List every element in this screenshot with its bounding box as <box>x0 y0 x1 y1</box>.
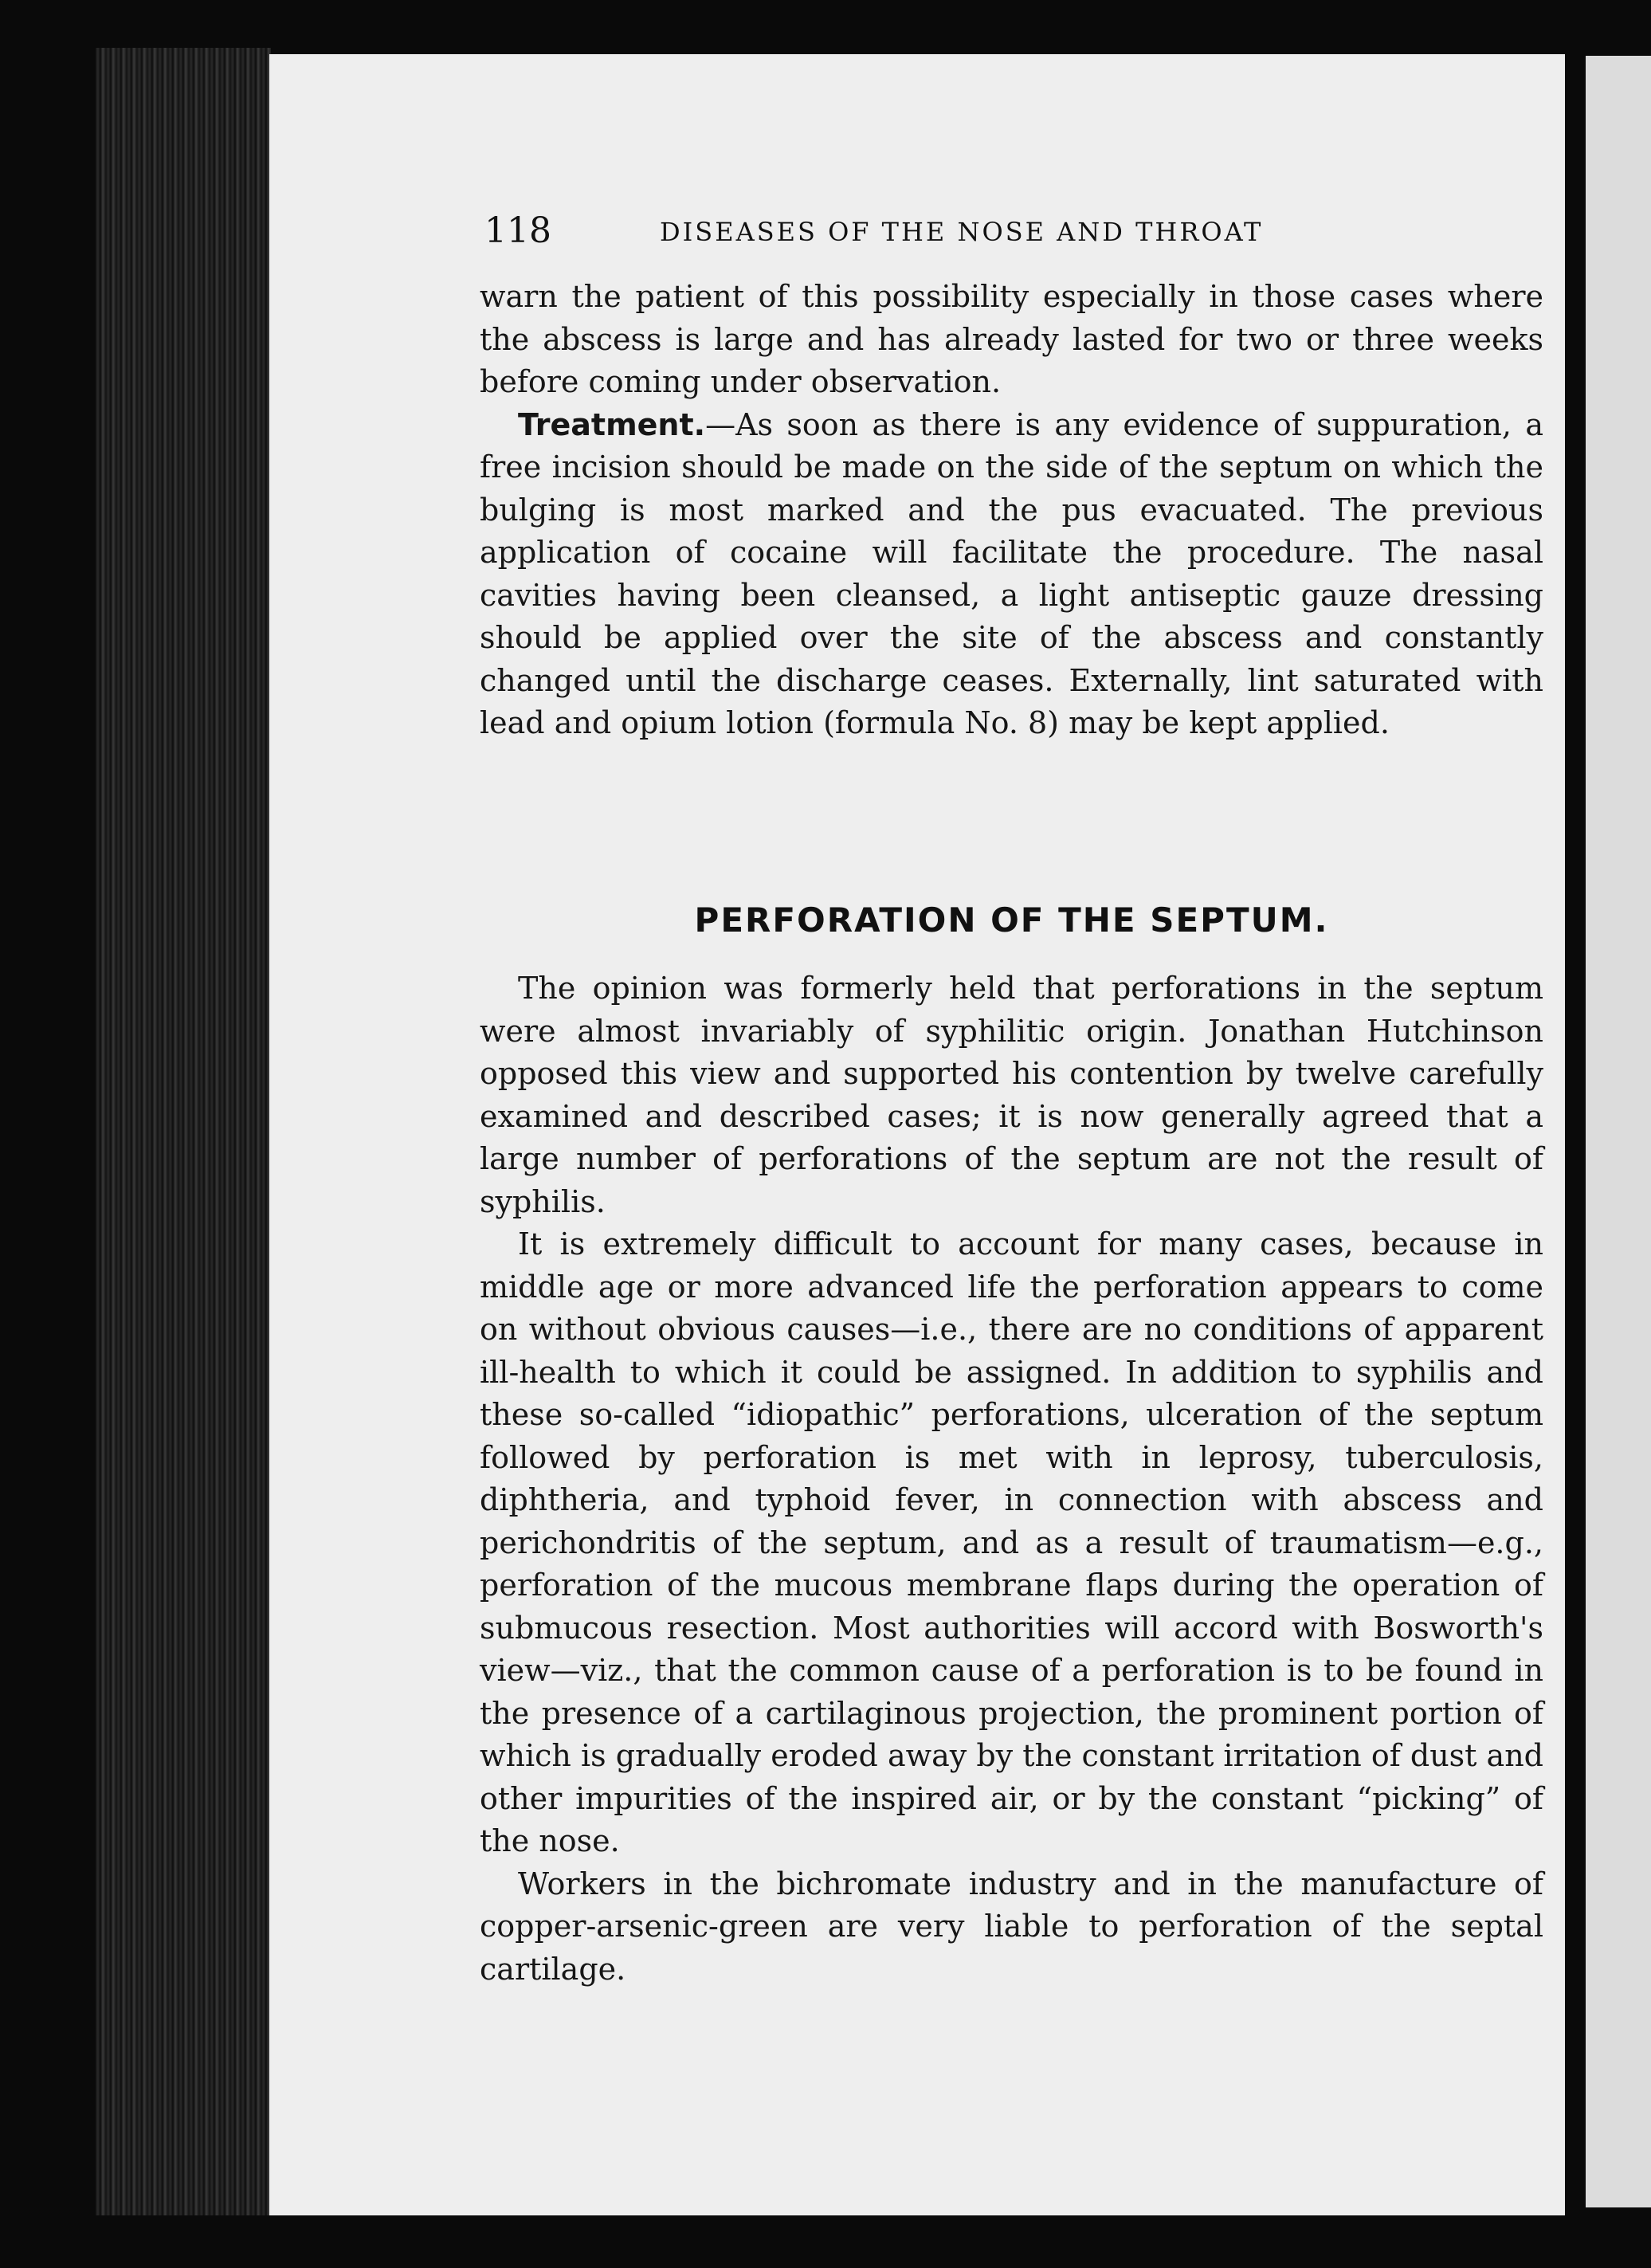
book-page <box>269 54 1565 2215</box>
book-page-edges <box>96 48 271 2215</box>
paragraph-2: It is extremely difficult to account for many cases, because in middle age or more advanced life the perforation appears to come on without obvious causes—i.e., there are no conditions of apparent ill-health to which it could be assigned. In addition to syphilis and these so-called “idiopathic” perforations, ulceration of the septum followed by perforation is met with in leprosy, tuberculosis, diphtheria, and typhoid fever, in connection with abscess and perichondritis of the septum, and as a result of traumatism—e.g., perforation of the mucous membrane flaps during the operation of submucous resection. Most authorities will accord with Bosworth's view—viz., that the common cause of a perforation is to be found in the presence of a cartilaginous projection, the prominent portion of which is gradually eroded away by the constant irritation of dust and other impurities of the inspired air, or by the constant “picking” of the nose. <box>480 1226 1543 1858</box>
paragraph-3: Workers in the bichromate industry and in the manufacture of copper-arsenic-green are very liable to perforation of the septal cartilage. <box>480 1866 1543 1987</box>
page-number: 118 <box>484 210 551 251</box>
treatment-text: —As soon as there is any evidence of suppuration, a free incision should be made on the side of the septum on which the bulging is most marked and the pus evacuated. The previous application of cocaine will facilitate the procedure. The nasal cavities having been cleansed, a light antiseptic gauze dressing should be applied over the site of the abscess and constantly changed until the discharge ceases. Externally, lint saturated with lead and opium lotion (formula No. 8) may be kept applied. <box>480 406 1543 740</box>
page-header <box>484 210 1544 266</box>
running-title: DISEASES OF THE NOSE AND THROAT <box>660 217 1264 247</box>
facing-page-edge <box>1586 56 1651 2207</box>
paragraph-1: The opinion was formerly held that perforations in the septum were almost invariably of syphilitic origin. Jonathan Hutchinson opposed this view and supported his contention by twelve carefully examined and described cases; it is now generally agreed that a large number of perforations of the septum are not the result of syphilis. <box>480 971 1543 1219</box>
treatment-paragraph <box>480 404 1543 745</box>
section-text-block <box>480 967 1543 1991</box>
continuation-paragraph: warn the patient of this possibility especially in those cases where the abscess is large and has already lasted for two or three weeks before coming under observation. <box>480 279 1543 399</box>
treatment-term: Treatment. <box>518 406 706 442</box>
section-heading: PERFORATION OF THE SEPTUM. <box>694 901 1329 940</box>
opening-text-block <box>480 276 1543 745</box>
